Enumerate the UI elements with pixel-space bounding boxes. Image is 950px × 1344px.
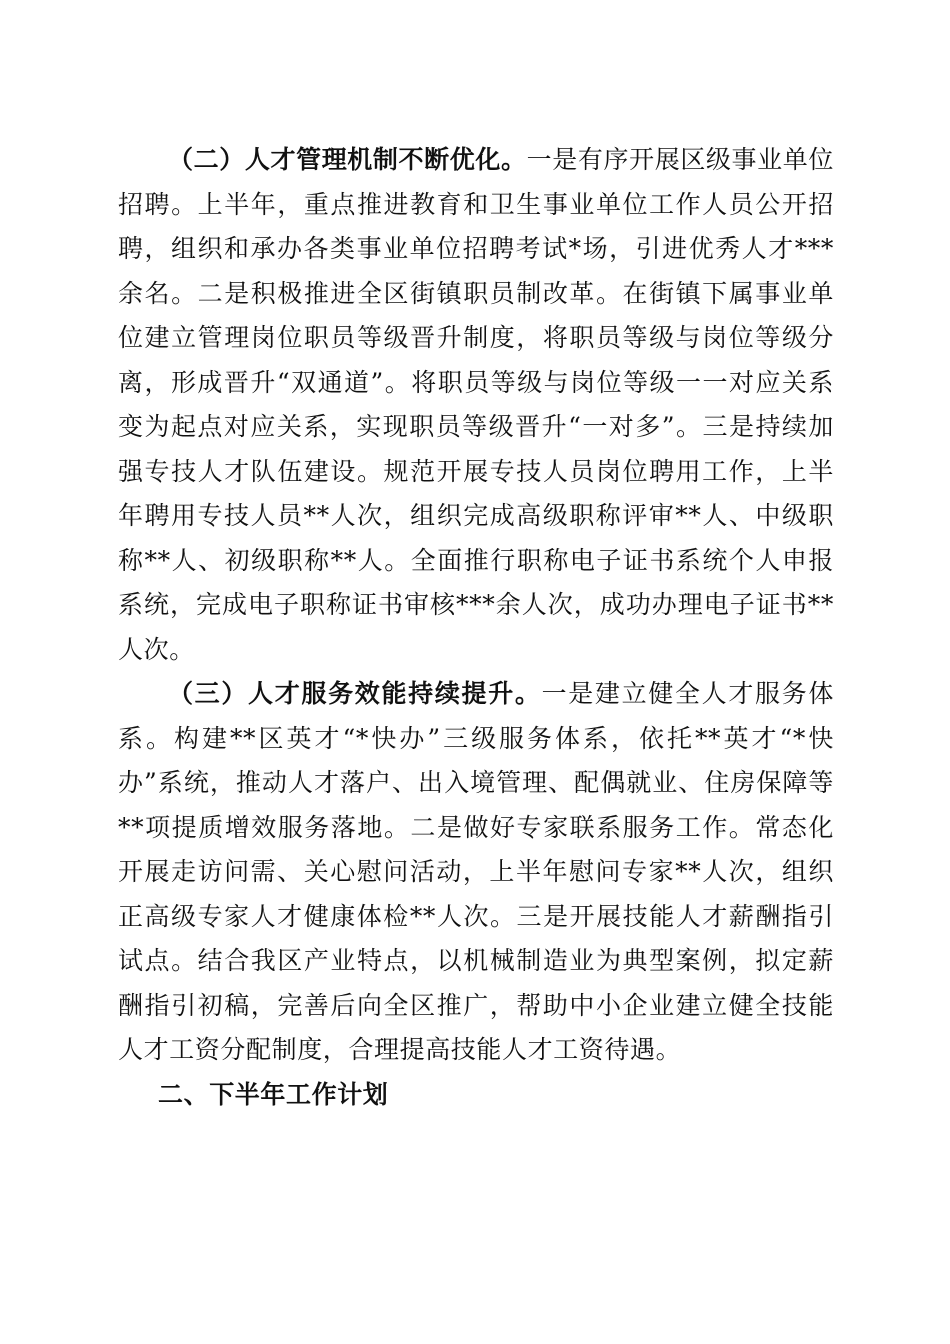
paragraph-body-talent-management: 一是有序开展区级事业单位招聘。上半年，重点推进教育和卫生事业单位工作人员公开招聘，组织和承办各类事业单位招聘考试*场，引进优秀人才***余名。二是积极推进全区街镇职员制改革。在街镇下属事业单位建立管理岗位职员等级晋升制度，将职员等级与岗位等级分离，形成晋升“双通道”。将职员等级与岗位等级一一对应关系变为起点对应关系，实现职员等级晋升“一对多”。三是持续加强专技人才队伍建设。规范开展专技人员岗位聘用工作，上半年聘用专技人员**人次，组织完成高级职称评审**人、中级职称**人、初级职称**人。全面推行职称电子证书系统个人申报系统，完成电子职称证书审核***余人次，成功办理电子证书**人次。 bbox=[118, 145, 834, 664]
paragraph-talent-service bbox=[118, 672, 834, 1073]
paragraph-lead-talent-service: （三）人才服务效能持续提升。 bbox=[168, 679, 542, 708]
document-body bbox=[118, 138, 834, 1117]
paragraph-lead-talent-management: （二）人才管理机制不断优化。 bbox=[168, 145, 527, 174]
section-heading: 二、下半年工作计划 bbox=[158, 1079, 389, 1109]
paragraph-talent-management bbox=[118, 138, 834, 672]
paragraph-body-talent-service: 一是建立健全人才服务体系。构建**区英才“*快办”三级服务体系，依托**英才“*快办”系统，推动人才落户、出入境管理、配偶就业、住房保障等**项提质增效服务落地。二是做好专家联系服务工作。常态化开展走访问需、关心慰问活动，上半年慰问专家**人次，组织正高级专家人才健康体检**人次。三是开展技能人才薪酬指引试点。结合我区产业特点，以机械制造业为典型案例，拟定薪酬指引初稿，完善后向全区推广，帮助中小企业建立健全技能人才工资分配制度，合理提高技能人才工资待遇。 bbox=[118, 679, 834, 1064]
